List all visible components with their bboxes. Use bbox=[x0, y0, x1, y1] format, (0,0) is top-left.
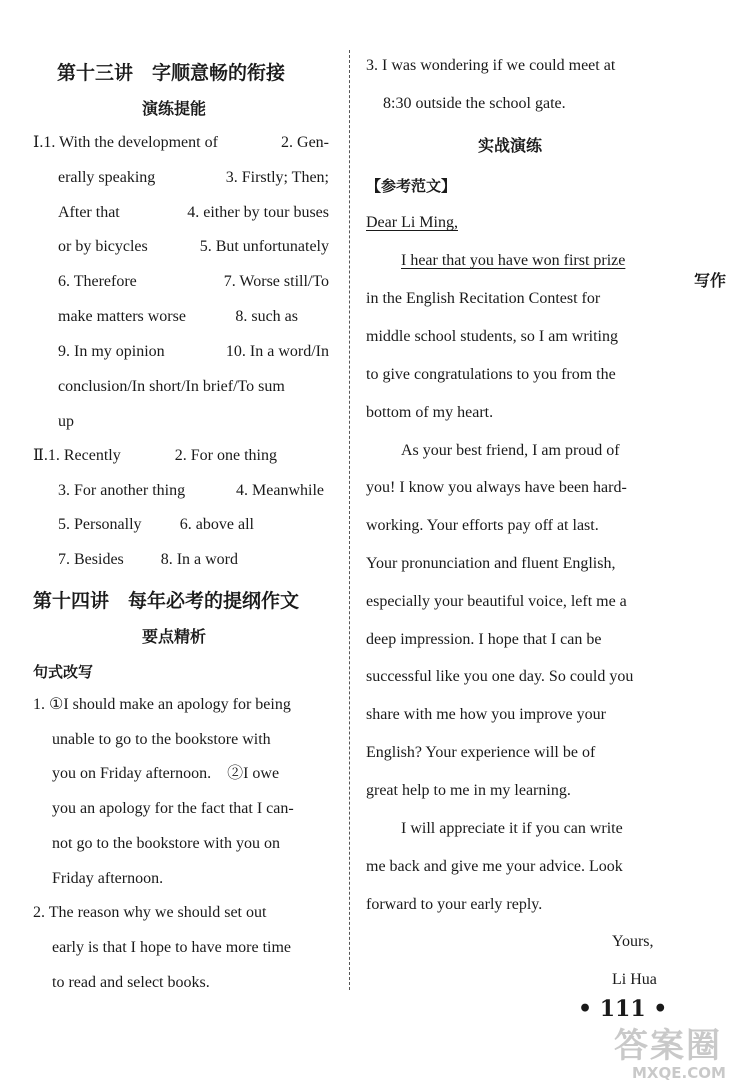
lesson14-title: 第十四讲 每年必考的提纲作文 bbox=[33, 590, 300, 612]
letter-line: me back and give me your advice. Look bbox=[366, 858, 623, 875]
answer-line: Ⅰ.1. With the development of 2. Gen- bbox=[33, 134, 329, 151]
letter-signature: Li Hua bbox=[612, 971, 657, 988]
rewrite-line: 2. The reason why we should set out bbox=[33, 904, 267, 921]
rewrite-line: early is that I hope to have more time bbox=[52, 939, 292, 956]
letter-closing: Yours, bbox=[612, 933, 654, 950]
letter-line: deep impression. I hope that I can be bbox=[366, 631, 602, 648]
answer-line: or by bicycles 5. But unfortunately bbox=[58, 238, 329, 255]
rewrite-line: not go to the bookstore with you on bbox=[52, 835, 280, 852]
practice-heading: 实战演练 bbox=[478, 136, 543, 155]
lesson13-subtitle: 演练提能 bbox=[142, 99, 207, 118]
answer-line: 5. Personally 6. above all bbox=[58, 516, 254, 533]
lesson14-subtitle: 要点精析 bbox=[142, 627, 207, 646]
rewrite-line: to read and select books. bbox=[52, 974, 210, 991]
answer-line: 7. Besides 8. In a word bbox=[58, 551, 238, 568]
letter-line: to give congratulations to you from the bbox=[366, 366, 616, 383]
letter-line: bottom of my heart. bbox=[366, 404, 494, 421]
letter-line: working. Your efforts pay off at last. bbox=[366, 517, 599, 534]
letter-line: great help to me in my learning. bbox=[366, 782, 571, 799]
rewrite-line: you an apology for the fact that I can- bbox=[52, 800, 294, 817]
answer-line: After that 4. either by tour buses bbox=[58, 204, 329, 221]
lesson13-title: 第十三讲 字顺意畅的衔接 bbox=[57, 62, 286, 84]
answer-line: erally speaking 3. Firstly; Then; bbox=[58, 169, 329, 186]
letter-line: Your pronunciation and fluent English, bbox=[366, 555, 616, 572]
letter-line: especially your beautiful voice, left me a bbox=[366, 593, 627, 610]
letter-line: As your best friend, I am proud of bbox=[401, 442, 620, 459]
letter-line: middle school students, so I am writing bbox=[366, 328, 618, 345]
letter-line: forward to your early reply. bbox=[366, 896, 543, 913]
answer-line: 3. For another thing 4. Meanwhile bbox=[58, 482, 324, 499]
answer-line: conclusion/In short/In brief/To sum bbox=[58, 378, 285, 395]
answer-line: up bbox=[58, 413, 74, 430]
letter-line: successful like you one day. So could you bbox=[366, 668, 634, 685]
answer-line: 8:30 outside the school gate. bbox=[383, 95, 566, 112]
page-number: • 111 • bbox=[578, 996, 668, 1022]
letter-line: in the English Recitation Contest for bbox=[366, 290, 601, 307]
answer-line: 9. In my opinion 10. In a word/In bbox=[58, 343, 329, 360]
letter-salutation: Dear Li Ming, bbox=[366, 214, 458, 231]
answer-line: Ⅱ.1. Recently 2. For one thing bbox=[33, 447, 277, 464]
sample-label: 【参考范文】 bbox=[366, 177, 457, 195]
letter-line: share with me how you improve your bbox=[366, 706, 606, 723]
rewrite-heading: 句式改写 bbox=[33, 663, 94, 681]
letter-line: you! I know you always have been hard- bbox=[366, 479, 627, 496]
column-divider bbox=[349, 50, 350, 990]
answer-line: make matters worse 8. such as bbox=[58, 308, 298, 325]
letter-line: I will appreciate it if you can write bbox=[401, 820, 623, 837]
rewrite-line: you on Friday afternoon. ②I owe bbox=[52, 765, 280, 782]
watermark-logo: 答案圈 MXQE.COM bbox=[614, 1026, 726, 1082]
answer-line: 3. I was wondering if we could meet at bbox=[366, 57, 616, 74]
rewrite-line: Friday afternoon. bbox=[52, 870, 164, 887]
letter-line: I hear that you have won first prize bbox=[401, 252, 626, 269]
letter-line: English? Your experience will be of bbox=[366, 744, 596, 761]
answer-line: 6. Therefore 7. Worse still/To bbox=[58, 273, 329, 290]
section-side-tab: 写作 bbox=[694, 271, 727, 290]
rewrite-line: unable to go to the bookstore with bbox=[52, 731, 271, 748]
rewrite-line: 1. ①I should make an apology for being bbox=[33, 696, 291, 713]
